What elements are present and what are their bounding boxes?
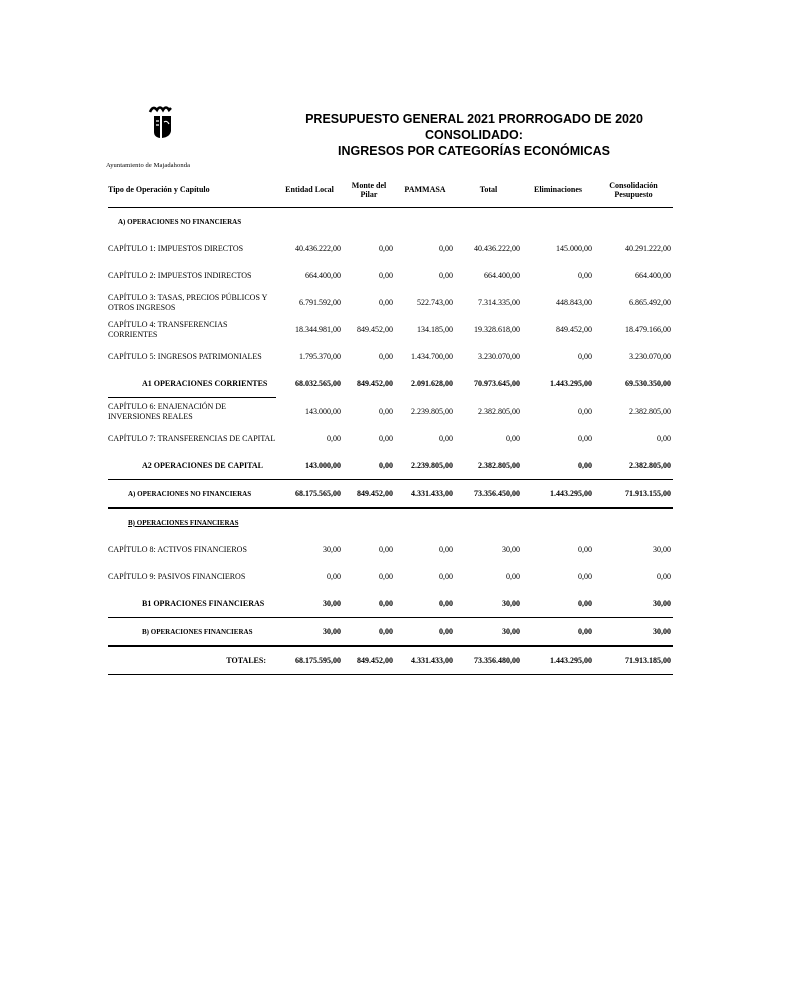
col-header-monte-del-pilar: Monte del Pilar xyxy=(351,180,387,199)
table-row xyxy=(108,262,673,289)
cell-total: 30,00 xyxy=(455,590,522,618)
col-header-tipo: Tipo de Operación y Capítulo xyxy=(108,185,210,194)
row-label: A1 OPERACIONES CORRIENTES xyxy=(142,378,268,388)
cell-pammasa: 0,00 xyxy=(395,618,455,647)
cell-eliminaciones: 0,00 xyxy=(578,572,592,581)
cell-pammasa: 2.239.805,00 xyxy=(395,452,455,480)
section-b-label: B) OPERACIONES FINANCIERAS xyxy=(128,518,239,527)
section-row-b xyxy=(108,508,673,536)
cell-total: 0,00 xyxy=(506,572,520,581)
cell-monte-del-pilar: 849.452,00 xyxy=(357,325,393,334)
cell-monte-del-pilar: 0,00 xyxy=(343,618,395,647)
cell-pammasa: 4.331.433,00 xyxy=(395,646,455,675)
cell-entidad-local: 18.344.981,00 xyxy=(295,325,341,334)
cell-total: 73.356.480,00 xyxy=(455,646,522,675)
cell-entidad-local: 0,00 xyxy=(327,572,341,581)
subtotal-row xyxy=(108,370,673,398)
cell-eliminaciones: 0,00 xyxy=(578,271,592,280)
cell-eliminaciones: 1.443.295,00 xyxy=(522,646,594,675)
cell-eliminaciones: 145.000,00 xyxy=(556,244,592,253)
cell-consolidacion: 30,00 xyxy=(594,618,673,647)
cell-entidad-local: 68.032.565,00 xyxy=(295,379,341,389)
cell-consolidacion: 71.913.185,00 xyxy=(594,646,673,675)
municipal-logo xyxy=(106,104,226,170)
table-row xyxy=(108,425,673,452)
table-row xyxy=(108,289,673,316)
cell-pammasa: 4.331.433,00 xyxy=(395,480,455,509)
table-row xyxy=(108,343,673,370)
row-label: A2 OPERACIONES DE CAPITAL xyxy=(108,452,276,480)
subtotal-row xyxy=(108,452,673,480)
cell-consolidacion: 18.479.166,00 xyxy=(625,325,671,334)
row-label: B) OPERACIONES FINANCIERAS xyxy=(108,618,276,647)
cell-entidad-local: 1.795.370,00 xyxy=(299,352,341,361)
row-label: CAPÍTULO 6: ENAJENACIÓN DE INVERSIONES REALES xyxy=(108,398,276,426)
cell-consolidacion: 69.530.350,00 xyxy=(625,379,671,389)
cell-eliminaciones: 849.452,00 xyxy=(556,325,592,334)
cell-eliminaciones: 0,00 xyxy=(522,618,594,647)
col-header-entidad-local: Entidad Local xyxy=(285,185,334,194)
cell-consolidacion: 30,00 xyxy=(594,590,673,618)
coat-of-arms-icon xyxy=(148,104,178,140)
cell-total: 30,00 xyxy=(502,545,520,554)
cell-entidad-local: 0,00 xyxy=(327,434,341,443)
cell-consolidacion: 3.230.070,00 xyxy=(629,352,671,361)
cell-total: 19.328.618,00 xyxy=(474,325,520,334)
org-caption: Ayuntamiento de Majadahonda xyxy=(106,162,191,169)
cell-consolidacion: 0,00 xyxy=(657,434,671,443)
table-row xyxy=(108,563,673,590)
row-label: CAPÍTULO 9: PASIVOS FINANCIEROS xyxy=(108,571,246,581)
cell-pammasa: 0,00 xyxy=(439,545,453,554)
cell-pammasa: 1.434.700,00 xyxy=(411,352,453,361)
cell-monte-del-pilar: 0,00 xyxy=(343,590,395,618)
cell-eliminaciones: 1.443.295,00 xyxy=(550,379,592,389)
cell-eliminaciones: 0,00 xyxy=(522,590,594,618)
table-body xyxy=(108,208,673,675)
cell-consolidacion: 0,00 xyxy=(657,572,671,581)
col-header-eliminaciones: Eliminaciones xyxy=(533,185,582,194)
cell-eliminaciones: 0,00 xyxy=(578,406,592,416)
title-line-2: CONSOLIDADO: xyxy=(425,128,523,142)
cell-monte-del-pilar: 849.452,00 xyxy=(357,379,393,389)
cell-consolidacion: 2.382.805,00 xyxy=(629,406,671,416)
col-header-total: Total xyxy=(479,185,498,194)
cell-pammasa: 2.091.628,00 xyxy=(411,379,453,389)
cell-entidad-local: 6.791.592,00 xyxy=(299,298,341,307)
table-row xyxy=(108,536,673,563)
cell-pammasa: 0,00 xyxy=(439,271,453,280)
table-row xyxy=(108,235,673,262)
cell-monte-del-pilar: 0,00 xyxy=(343,452,395,480)
cell-entidad-local: 30,00 xyxy=(276,618,343,647)
cell-total: 0,00 xyxy=(506,434,520,443)
cell-eliminaciones: 0,00 xyxy=(522,452,594,480)
cell-monte-del-pilar: 0,00 xyxy=(379,271,393,280)
cell-pammasa: 0,00 xyxy=(439,572,453,581)
cell-pammasa: 2.239.805,00 xyxy=(411,406,453,416)
cell-eliminaciones: 0,00 xyxy=(578,545,592,554)
cell-eliminaciones: 0,00 xyxy=(578,352,592,361)
cell-pammasa: 522.743,00 xyxy=(417,298,453,307)
table-row xyxy=(108,316,673,343)
row-label: B1 OPRACIONES FINANCIERAS xyxy=(108,590,276,618)
col-header-pammasa: PAMMASA xyxy=(404,185,446,194)
row-label: CAPÍTULO 2: IMPUESTOS INDIRECTOS xyxy=(108,270,252,280)
section-label xyxy=(108,508,673,536)
section-row-a xyxy=(108,208,673,236)
cell-entidad-local: 68.175.565,00 xyxy=(276,480,343,509)
table-row xyxy=(108,398,673,426)
cell-entidad-local: 30,00 xyxy=(323,545,341,554)
cell-consolidacion: 30,00 xyxy=(653,545,671,554)
cell-pammasa: 0,00 xyxy=(395,590,455,618)
row-label: A) OPERACIONES NO FINANCIERAS xyxy=(108,480,276,509)
row-label: CAPÍTULO 5: INGRESOS PATRIMONIALES xyxy=(108,351,262,361)
cell-consolidacion: 71.913.155,00 xyxy=(594,480,673,509)
cell-consolidacion: 40.291.222,00 xyxy=(625,244,671,253)
title-line-1: PRESUPUESTO GENERAL 2021 PRORROGADO DE 2020 xyxy=(305,112,643,126)
cell-monte-del-pilar: 0,00 xyxy=(379,572,393,581)
cell-monte-del-pilar: 0,00 xyxy=(379,352,393,361)
cell-monte-del-pilar: 0,00 xyxy=(379,298,393,307)
page-title xyxy=(288,111,660,159)
col-header-consolidacion: Consolidación Pesupuesto xyxy=(609,180,658,199)
cell-pammasa: 0,00 xyxy=(439,244,453,253)
row-label: CAPÍTULO 8: ACTIVOS FINANCIEROS xyxy=(108,544,247,554)
cell-monte-del-pilar: 0,00 xyxy=(379,244,393,253)
cell-pammasa: 0,00 xyxy=(439,434,453,443)
cell-monte-del-pilar: 849.452,00 xyxy=(343,646,395,675)
cell-consolidacion: 664.400,00 xyxy=(635,271,671,280)
section-total-row xyxy=(108,618,673,647)
cell-entidad-local: 40.436.222,00 xyxy=(295,244,341,253)
cell-monte-del-pilar: 0,00 xyxy=(379,545,393,554)
row-label: CAPÍTULO 3: TASAS, PRECIOS PÚBLICOS Y OTROS INGRESOS xyxy=(108,292,268,312)
cell-total: 7.314.335,00 xyxy=(478,298,520,307)
cell-entidad-local: 664.400,00 xyxy=(305,271,341,280)
cell-entidad-local: 143.000,00 xyxy=(305,406,341,416)
title-line-3: INGRESOS POR CATEGORÍAS ECONÓMICAS xyxy=(337,144,610,158)
totals-row xyxy=(108,646,673,675)
row-label: CAPÍTULO 4: TRANSFERENCIAS CORRIENTES xyxy=(108,319,228,339)
cell-pammasa: 134.185,00 xyxy=(417,325,453,334)
cell-eliminaciones: 0,00 xyxy=(578,434,592,443)
cell-total: 3.230.070,00 xyxy=(478,352,520,361)
cell-total: 664.400,00 xyxy=(484,271,520,280)
cell-eliminaciones: 1.443.295,00 xyxy=(522,480,594,509)
cell-eliminaciones: 448.843,00 xyxy=(556,298,592,307)
section-total-row xyxy=(108,480,673,509)
cell-total: 70.973.645,00 xyxy=(474,379,520,389)
cell-consolidacion: 2.382.805,00 xyxy=(594,452,673,480)
cell-total: 40.436.222,00 xyxy=(474,244,520,253)
section-label: A) OPERACIONES NO FINANCIERAS xyxy=(118,217,242,226)
cell-total: 30,00 xyxy=(455,618,522,647)
cell-monte-del-pilar: 849.452,00 xyxy=(343,480,395,509)
cell-total: 2.382.805,00 xyxy=(478,406,520,416)
cell-entidad-local: 143.000,00 xyxy=(276,452,343,480)
cell-total: 2.382.805,00 xyxy=(455,452,522,480)
cell-monte-del-pilar: 0,00 xyxy=(379,434,393,443)
subtotal-row xyxy=(108,590,673,618)
cell-monte-del-pilar: 0,00 xyxy=(379,406,393,416)
budget-table xyxy=(108,172,673,675)
cell-entidad-local: 68.175.595,00 xyxy=(276,646,343,675)
row-label: CAPÍTULO 1: IMPUESTOS DIRECTOS xyxy=(108,243,244,253)
cell-entidad-local: 30,00 xyxy=(276,590,343,618)
table-header-row xyxy=(108,172,673,208)
cell-total: 73.356.450,00 xyxy=(455,480,522,509)
totals-label: TOTALES: xyxy=(108,646,276,675)
row-label: CAPÍTULO 7: TRANSFERENCIAS DE CAPITAL xyxy=(108,433,276,443)
cell-consolidacion: 6.865.492,00 xyxy=(629,298,671,307)
